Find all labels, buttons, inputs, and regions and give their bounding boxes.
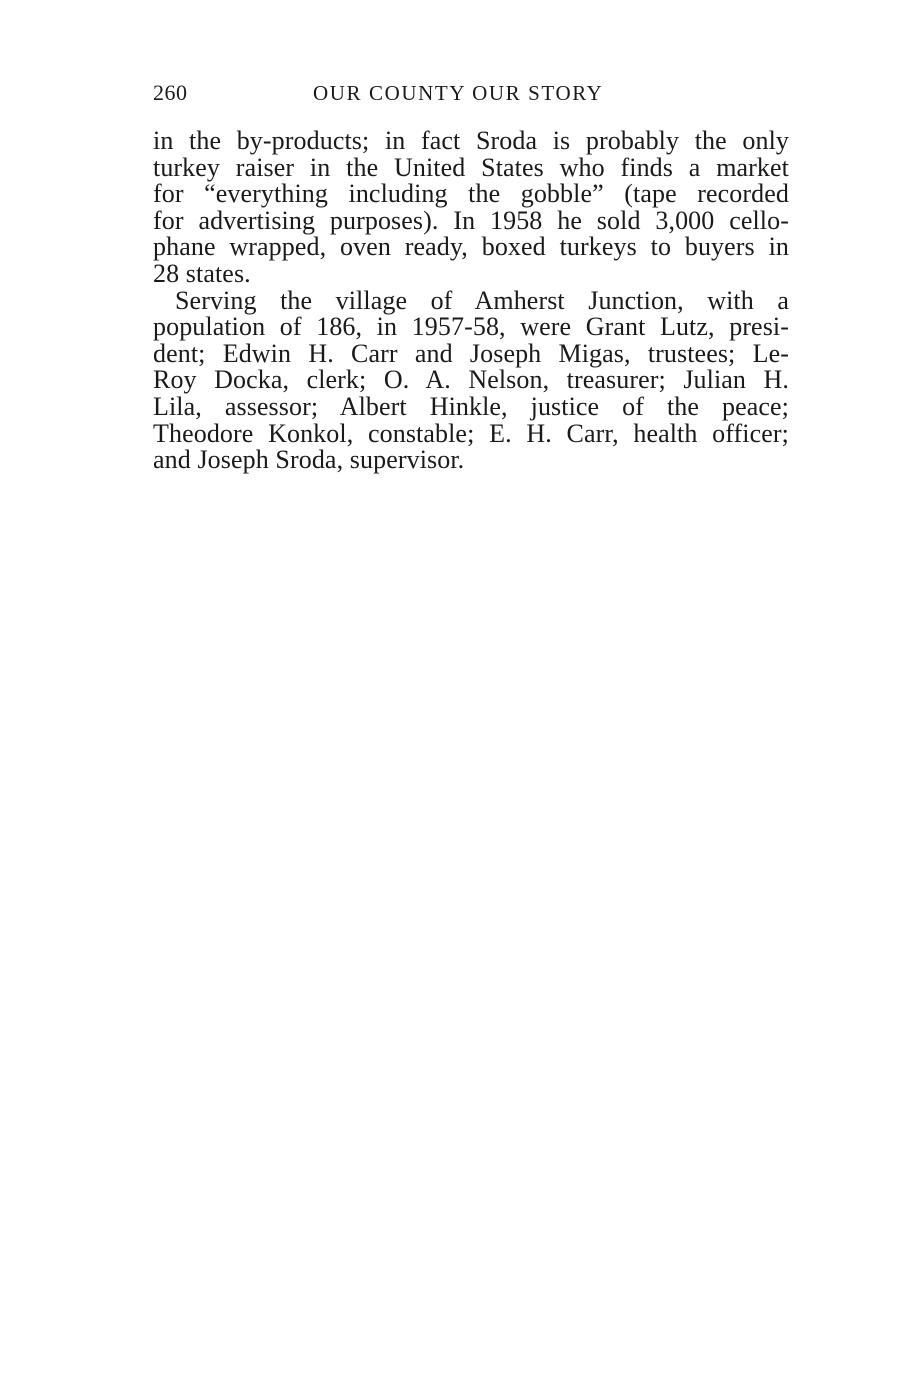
text-line: phane wrapped, oven ready, boxed turkeys to buyers in <box>153 232 789 262</box>
text-line: 28 states. <box>153 258 251 288</box>
text-line: for “everything including the gobble” (tape recorded <box>153 179 789 209</box>
paragraph-2 <box>153 285 789 475</box>
text-line: Roy Docka, clerk; O. A. Nelson, treasurer; Julian H. <box>153 365 789 395</box>
text-line: and Joseph Sroda, supervisor. <box>153 445 465 475</box>
running-title: OUR COUNTY OUR STORY <box>313 81 604 105</box>
text-line: Theodore Konkol, constable; E. H. Carr, health officer; <box>153 418 789 448</box>
page-number: 260 <box>153 80 188 105</box>
text-line: population of 186, in 1957-58, were Grant Lutz, presi- <box>153 312 789 342</box>
text-line: turkey raiser in the United States who finds a market <box>153 152 789 182</box>
body-text <box>153 128 789 474</box>
paragraph-1 <box>153 128 789 288</box>
text-line: in the by-products; in fact Sroda is probably the only <box>153 126 789 155</box>
text-line: Lila, assessor; Albert Hinkle, justice of the peace; <box>153 391 789 421</box>
text-line: Serving the village of Amherst Junction, with a <box>175 285 789 315</box>
running-head <box>153 78 789 110</box>
text-line: for advertising purposes). In 1958 he sold 3,000 cello- <box>153 205 789 235</box>
text-line: dent; Edwin H. Carr and Joseph Migas, trustees; Le- <box>153 338 789 368</box>
